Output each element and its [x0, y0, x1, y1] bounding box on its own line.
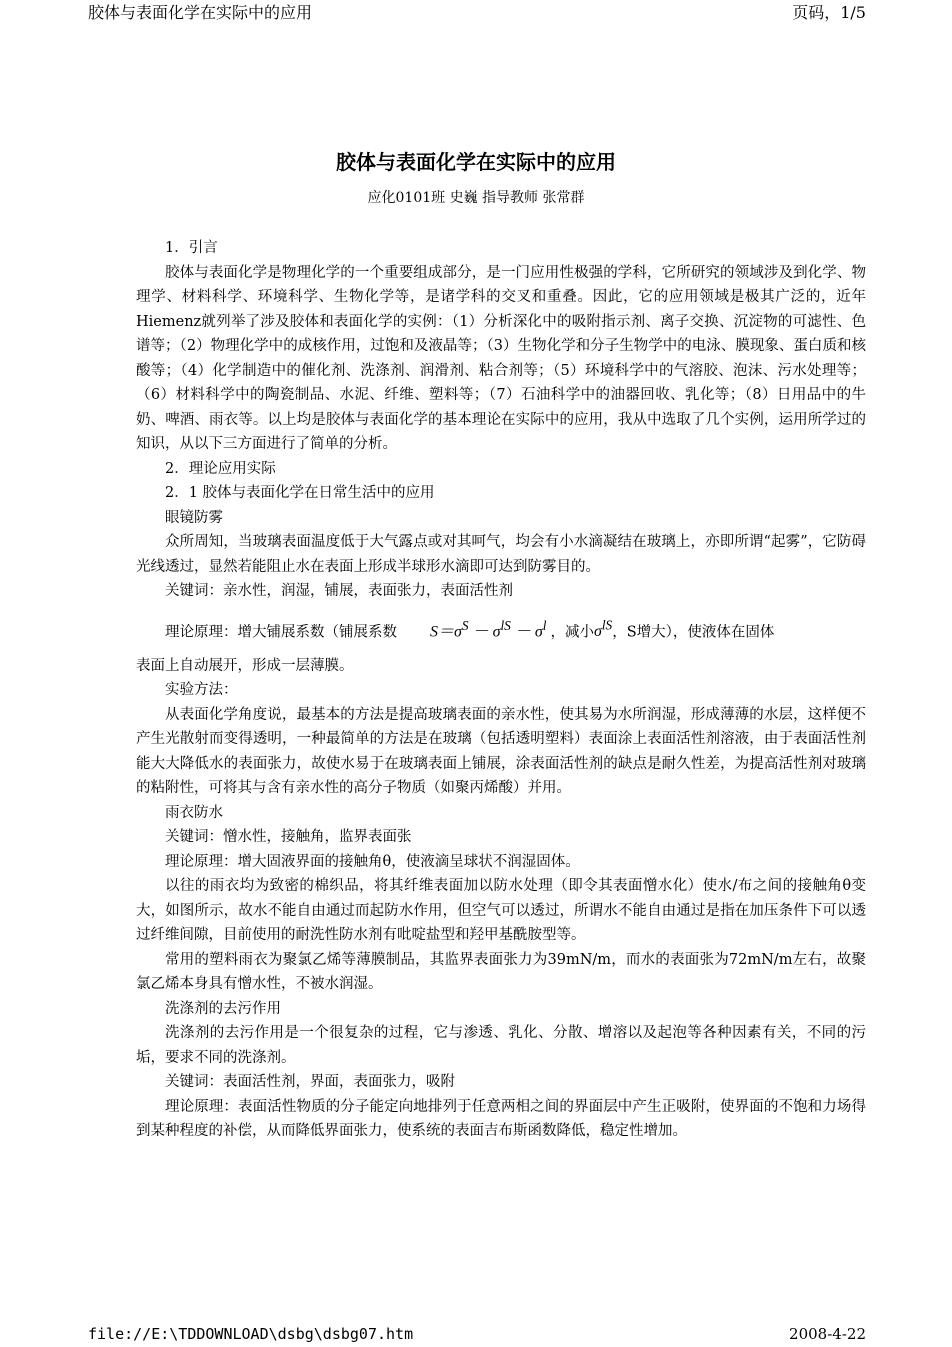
formula-continuation: 表面上自动展开，形成一层薄膜。	[136, 657, 354, 674]
header-title: 胶体与表面化学在实际中的应用	[88, 3, 313, 22]
formula-paragraph	[136, 604, 866, 654]
paragraph: 众所周知，当玻璃表面温度低于大气露点或对其呵气，均会有小水滴凝结在玻璃上，亦即所谓“起雾”，它防碍光线透过，显然若能阻止水在表面上形成半球形水滴即可达到防雾目的。	[136, 534, 866, 575]
formula-prefix: 理论原理：增大铺展系数（铺展系数	[165, 623, 397, 640]
page-number: 页码，1/5	[792, 3, 866, 22]
keywords: 关键词：亲水性，润湿，铺展，表面张力，表面活性剂	[165, 583, 513, 599]
keywords: 关键词：憎水性，接触角，监界表面张	[165, 829, 412, 846]
page-footer	[88, 1324, 866, 1344]
formula-suffix: ，S增大），使液体在固体	[612, 623, 775, 640]
section-heading: 2．理论应用实际	[165, 460, 276, 477]
paragraph: 胶体与表面化学是物理化学的一个重要组成部分，是一门应用性极强的学科，它所研究的领域涉及到化学、物理学、材料科学、环境科学、生物化学等，是诸学科的交叉和重叠。因此，它的应用领域是极其广泛的，近年Hiemenz就列举了涉及胶体和表面化学的实例：（1）分析深化中的吸附指示剂、离子交换、沉淀物的可滤性、色谱等；（2）物理化学中的成核作用，过饱和及液晶等；（3）生物化学和分子生物学中的电泳、膜现象、蛋白质和核酸等；（4）化学制造中的催化剂、洗涤剂、润滑剂、粘合剂等；（5）环境科学中的气溶胶、泡沫、污水处理等；（6）材料科学中的陶瓷制品、水泥、纤维、塑料等；（7）石油科学中的油器回收、乳化等；（8）日用品中的牛奶、啤酒、雨衣等。以上均是胶体与表面化学的基本理论在实际中的应用，我从中选取了几个实例，运用所学过的知识，从以下三方面进行了简单的分析。	[136, 264, 866, 452]
document-body	[136, 236, 866, 1144]
subsection-heading: 2．1 胶体与表面化学在日常生活中的应用	[165, 485, 435, 501]
paragraph: 洗涤剂的去污作用是一个很复杂的过程，它与渗透、乳化、分散、增溶以及起泡等各种因素有关，不同的污垢，要求不同的洗涤剂。	[136, 1025, 866, 1066]
document-title: 胶体与表面化学在实际中的应用	[336, 150, 616, 174]
topic-heading: 眼镜防雾	[165, 509, 223, 526]
topic-heading: 洗涤剂的去污作用	[165, 1000, 281, 1017]
paragraph: 理论原理：增大固液界面的接触角θ，使液滴呈球状不润湿固体。	[165, 853, 580, 870]
paragraph: 以往的雨衣均为致密的棉织品，将其纤维表面加以防水处理（即令其表面憎水化）使水/布之间的接触角θ变大，如图所示，故水不能自由通过而起防水作用，但空气可以透过，所谓水不能自由通过是指在加压条件下可以透过纤维间隙，目前使用的耐洗性防水剂有吡啶盐型和羟甲基酰胺型等。	[136, 878, 866, 944]
topic-heading: 实验方法：	[165, 682, 238, 699]
page-header	[88, 2, 866, 24]
formula-mid: ，减小	[550, 623, 594, 640]
keywords: 关键词：表面活性剂，界面，表面张力，吸附	[165, 1074, 455, 1091]
file-path: file://E:\TDDOWNLOAD\dsbg\dsbg07.htm	[88, 1325, 414, 1343]
spreading-coefficient-formula: $S=\sigma^S - \sigma^{lS} - \sigma^l$	[430, 617, 547, 640]
document-author: 应化0101班 史巍 指导教师 张常群	[367, 190, 585, 206]
paragraph: 从表面化学角度说，最基本的方法是提高玻璃表面的亲水性，使其易为水所润湿，形成薄薄的水层，这样便不产生光散射而变得透明，一种最简单的方法是在玻璃（包括透明塑料）表面涂上表面活性剂溶液，由于表面活性剂能大大降低水的表面张力，故使水易于在玻璃表面上铺展，涂表面活性剂的缺点是耐久性差，为提高活性剂对玻璃的粘附性，可将其与含有亲水性的高分子物质（如聚丙烯酸）并用。	[136, 706, 866, 797]
topic-heading: 雨衣防水	[165, 804, 223, 821]
paragraph: 理论原理：表面活性物质的分子能定向地排列于任意两相之间的界面层中产生正吸附，使界面的不饱和力场得到某种程度的补偿，从而降低界面张力，使系统的表面吉布斯函数降低，稳定性增加。	[136, 1098, 866, 1140]
footer-date: 2008-4-22	[789, 1325, 866, 1343]
section-heading: 1．引言	[165, 240, 218, 256]
paragraph: 常用的塑料雨衣为聚氯乙烯等薄膜制品，其监界表面张力为39mN/m，而水的表面张为72mN/m左右，故聚氯乙烯本身具有憎水性，不被水润湿。	[136, 951, 866, 993]
sigma-symbol: $\sigma^{lS}$	[593, 617, 613, 640]
